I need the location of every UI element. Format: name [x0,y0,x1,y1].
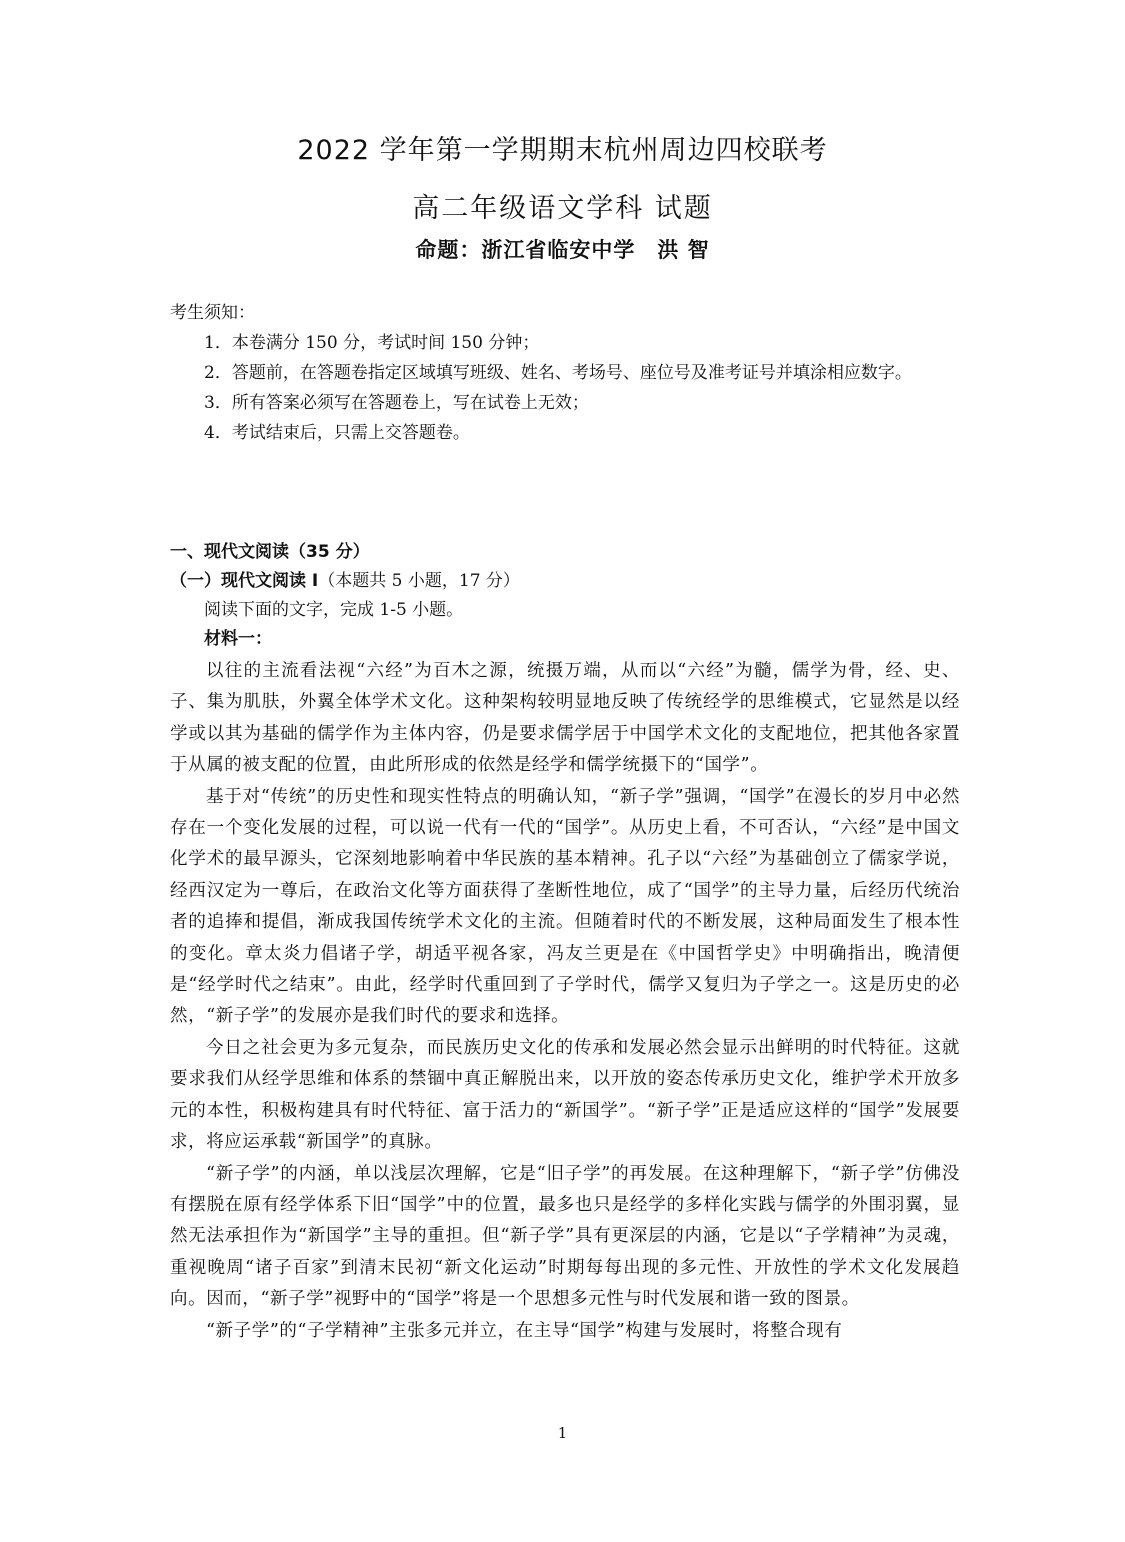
passage-paragraph: 基于对“传统”的历史性和现实性特点的明确认知，“新子学”强调，“国学”在漫长的岁月中必然存在一个变化发展的过程，可以说一代有一代的“国学”。从历史上看，不可否认，“六经”是中国文化学术的最早源头，它深刻地影响着中华民族的基本精神。孔子以“六经”为基础创立了儒家学说，经西汉定为一尊后，在政治文化等方面获得了垄断性地位，成了“国学”的主导力量，后经历代统治者的追捧和提倡，渐成我国传统学术文化的主流。但随着时代的不断发展，这种局面发生了根本性的变化。章太炎力倡诸子学，胡适平视各家，冯友兰更是在《中国哲学史》中明确指出，晚清便是“经学时代之结束”。由此，经学时代重回到了子学时代，儒学又复归为子学之一。这是历史的必然，“新子学”的发展亦是我们时代的要求和选择。 [170,786,960,1027]
exam-author: 命题：浙江省临安中学 洪 智 [415,238,710,262]
exam-subtitle: 高二年级语文学科 试题 [412,193,713,224]
notice-item: 4．考试结束后，只需上交答题卷。 [204,423,470,443]
candidate-notice [170,298,960,448]
notice-item: 1．本卷满分 150 分，考试时间 150 分钟； [204,333,540,353]
passage-paragraph: 今日之社会更为多元复杂，而民族历史文化的传承和发展必然会显示出鲜明的时代特征。这就要求我们从经学思维和体系的禁锢中真正解脱出来，以开放的姿态传承历史文化，维护学术开放多元的本性，积极构建具有时代特征、富于活力的“新国学”。“新子学”正是适应这样的“国学”发展要求，将应运承载“新国学”的真脉。 [170,1037,960,1153]
material-label: 材料一： [204,629,272,649]
notice-item: 3．所有答案必须写在答题卷上，写在试卷上无效； [204,393,589,413]
passage-paragraph: 以往的主流看法视“六经”为百木之源，统摄万端，从而以“六经”为髓，儒学为骨，经、史、子、集为肌肤，外翼全体学术文化。这种架构较明显地反映了传统经学的思维模式，它显然是以经学或以其为基础的儒学作为主体内容，仍是要求儒学居于中国学术文化的支配地位，把其他各家置于从属的被支配的位置，由此所形成的依然是经学和儒学统摄下的“国学”。 [170,661,960,776]
notice-heading: 考生须知： [170,303,255,323]
passage-paragraph: “新子学”的内涵，单以浅层次理解，它是“旧子学”的再发展。在这种理解下，“新子学”仿佛没有摆脱在原有经学体系下旧“国学”中的位置，最多也只是经学的多样化实践与儒学的外围羽翼，显然无法承担作为“新国学”主导的重担。但“新子学”具有更深层的内涵，它是以“子学精神”为灵魂，重视晚周“诸子百家”到清末民初“新文化运动”时期每每出现的多元性、开放性的学术文化发展趋向。因而，“新子学”视野中的“国学”将是一个思想多元性与时代发展和谐一致的图景。 [170,1163,960,1310]
subsection-title [170,567,960,596]
reading-instruction: 阅读下面的文字，完成 1-5 小题。 [204,600,464,620]
section-title: 一、现代文阅读（35 分） [170,542,370,562]
passage-paragraph: “新子学”的“子学精神”主张多元并立，在主导“国学”构建与发展时，将整合现有 [206,1320,843,1341]
exam-title: 2022 学年第一学期期末杭州周边四校联考 [297,135,828,166]
subsection-note: （本题共 5 小题，17 分） [318,571,520,591]
subsection-label: （一）现代文阅读 I [170,571,319,591]
page-number: 1 [557,1424,568,1442]
section-header [170,538,960,654]
notice-item: 2．答题前，在答题卷指定区域填写班级、姓名、考场号、座位号及准考证号并填涂相应数字。 [204,363,912,383]
reading-passage [170,656,960,1347]
